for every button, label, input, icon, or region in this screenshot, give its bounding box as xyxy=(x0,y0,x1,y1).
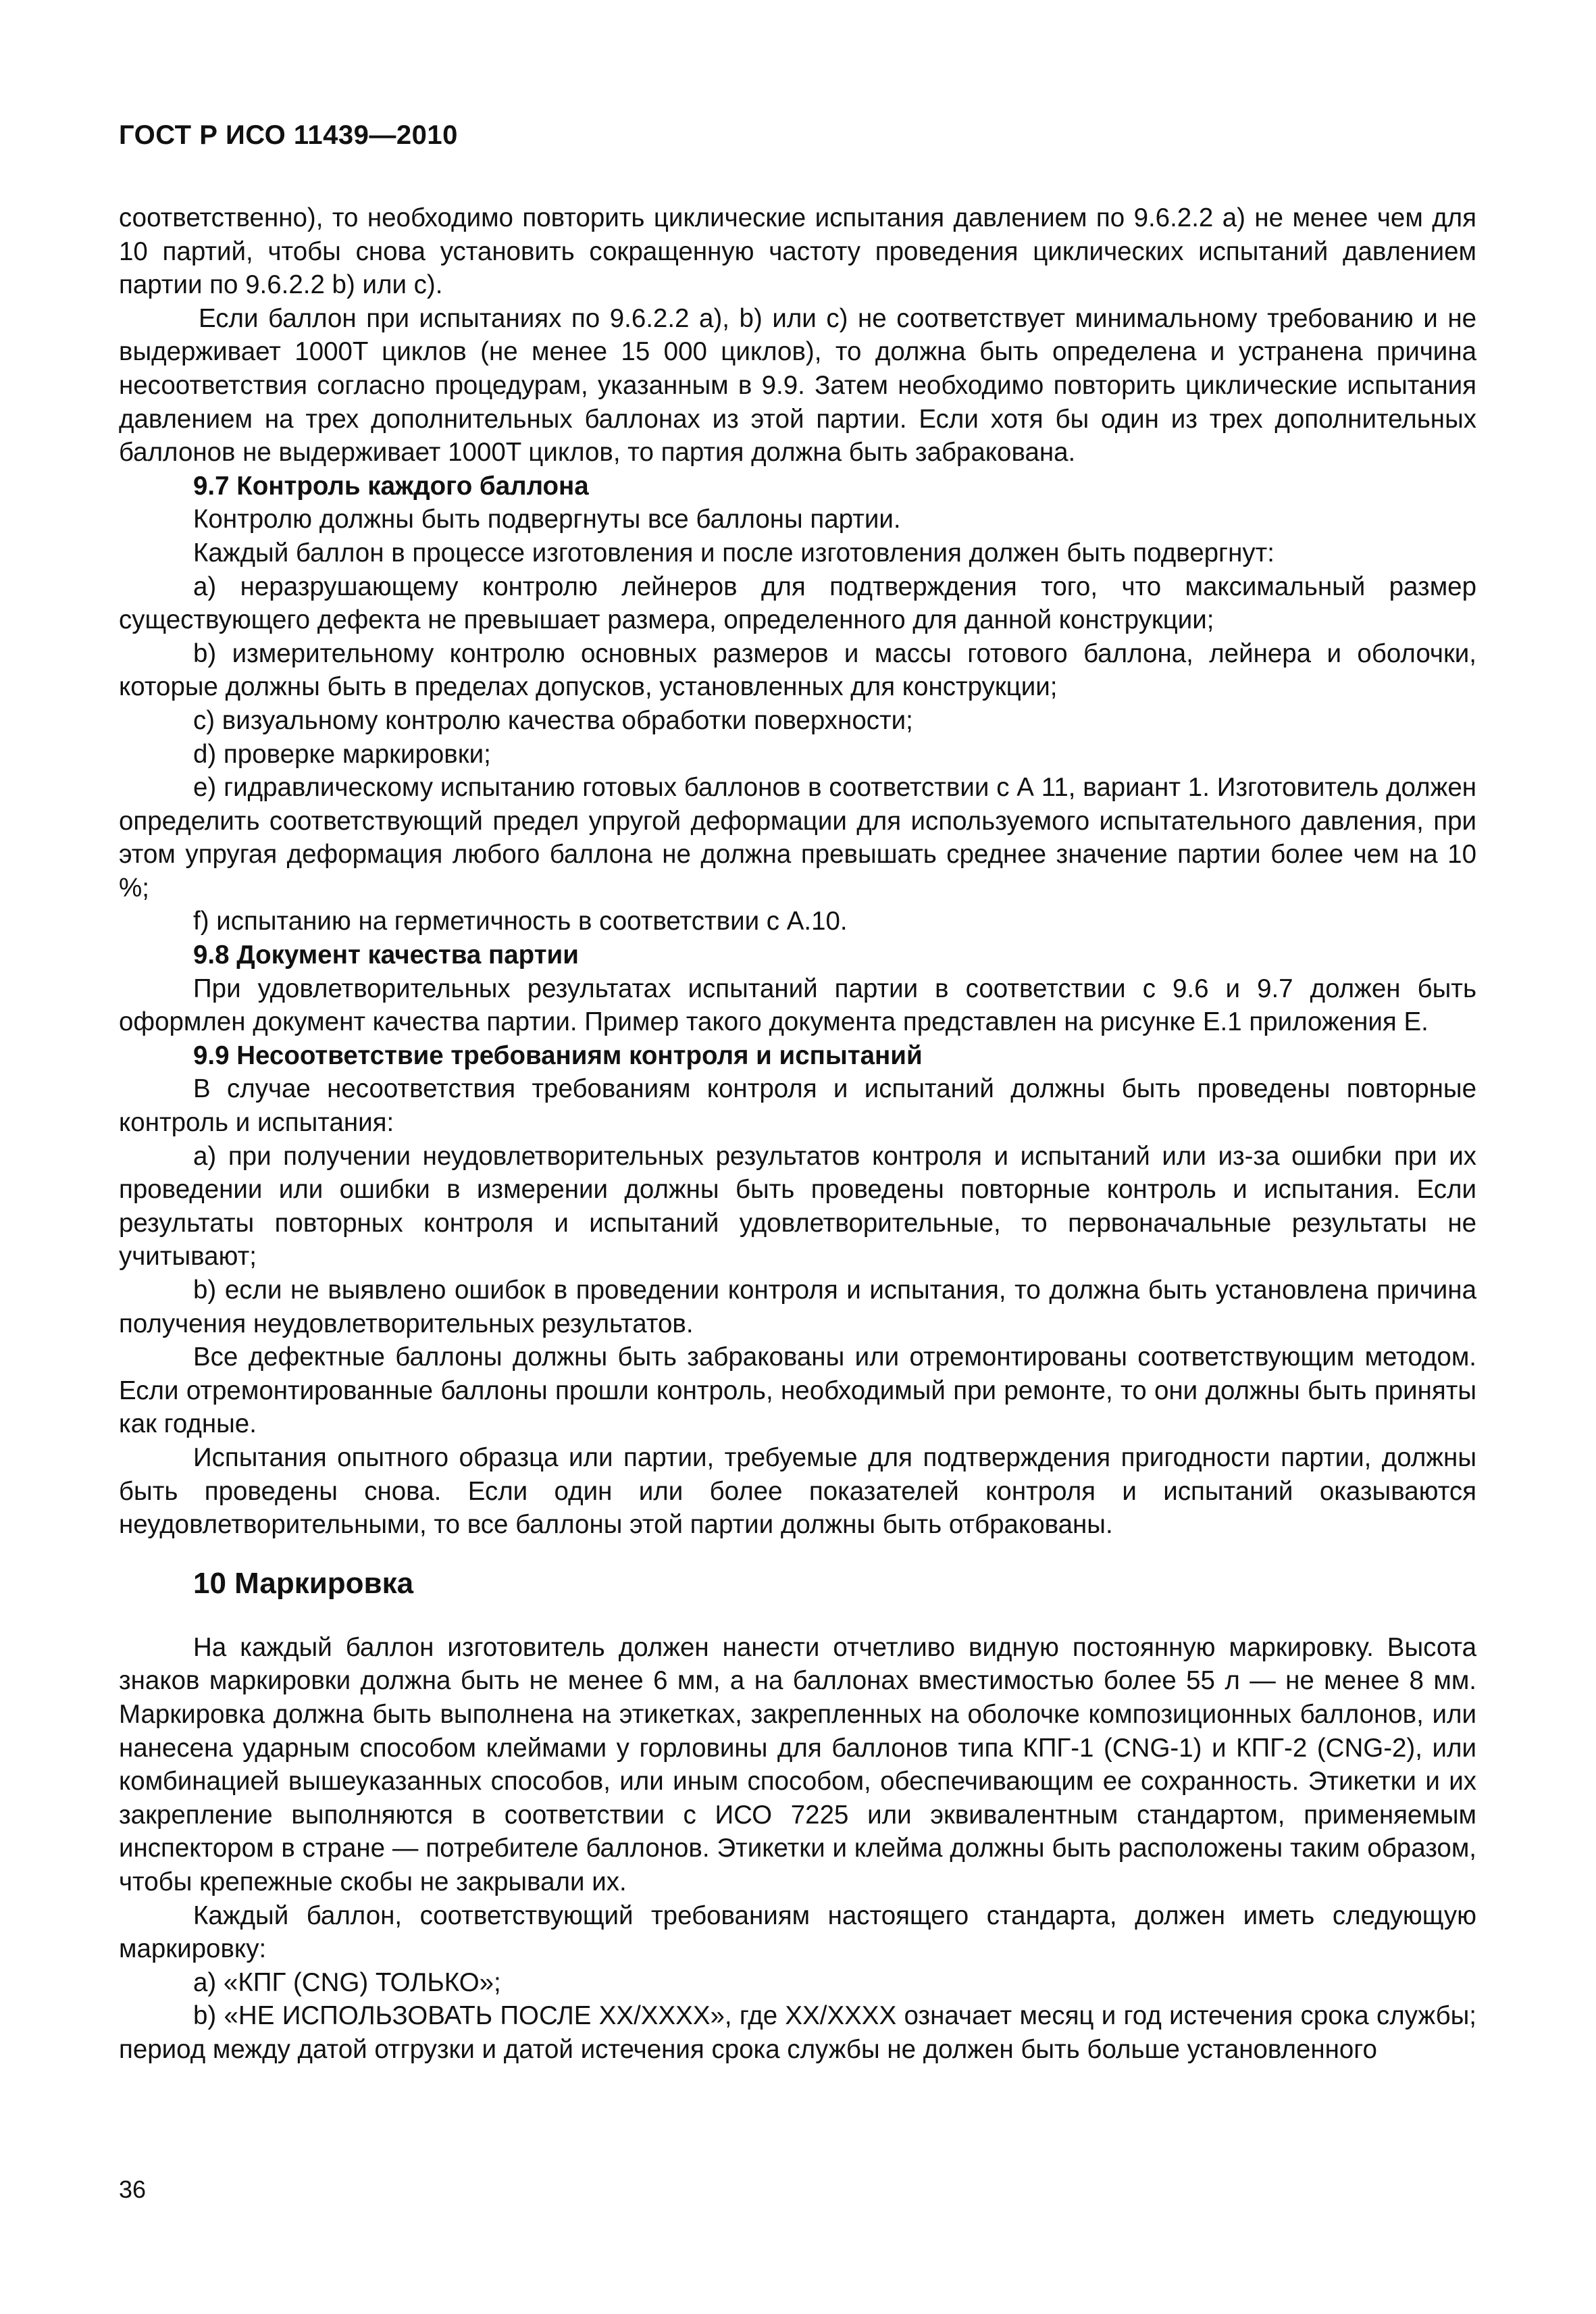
subsection-heading: 9.9 Несоответствие требованиям контроля и испытаний xyxy=(193,1040,923,1070)
paragraph: а) при получении неудовлетворительных результатов контроля и испытаний или из-за ошибки при их проведении или ошибки в измерении должны быть проведены повторные контроль и испытания. Если результаты повторных контроля и испытаний удовлетворительные, то первоначальные результаты не учитывают; xyxy=(119,1141,1476,1272)
paragraph: Если баллон при испытаниях по 9.6.2.2 а), b) или с) не соответствует минимальному требованию и не выдерживает 1000T циклов (не менее 15 000 циклов), то должна быть определена и устранена причина несоответствия согласно процедурам, указанным в 9.9. Затем необходимо повторить циклические испытания давлением на трех дополнительных баллонах из этой партии. Если хотя бы один из трех дополнительных баллонов не выдерживает 1000T циклов, то партия должна быть забракована. xyxy=(119,303,1476,468)
paragraph: b) измерительному контролю основных размеров и массы готового баллона, лейнера и оболочки, которые должны быть в пределах допусков, установленных для конструкции; xyxy=(119,638,1476,702)
paragraph: соответственно), то необходимо повторить циклические испытания давлением по 9.6.2.2 а) не менее чем для 10 партий, чтобы снова установить сокращенную частоту проведения циклических испытаний давлением партии по 9.6.2.2 b) или с). xyxy=(119,203,1476,300)
paragraph: b) если не выявлено ошибок в проведении контроля и испытания, то должна быть установлена причина получения неудовлетворительных результатов. xyxy=(119,1276,1476,1338)
paragraph: Контролю должны быть подвергнуты все баллоны партии. xyxy=(193,505,901,534)
subsection-heading: 9.7 Контроль каждого баллона xyxy=(193,471,589,501)
document-body xyxy=(119,201,1476,2066)
paragraph: Каждый баллон в процессе изготовления и после изготовления должен быть подвергнут: xyxy=(193,538,1275,568)
paragraph: с) визуальному контролю качества обработки поверхности; xyxy=(193,705,913,735)
paragraph: Каждый баллон, соответствующий требованиям настоящего стандарта, должен иметь следующую маркировку: xyxy=(119,1901,1476,1964)
paragraph: е) гидравлическому испытанию готовых баллонов в соответствии с А 11, вариант 1. Изготовитель должен определить соответствующий предел упругой деформации для используемого испытательного давления, при этом упругая деформация любого баллона не должна превышать среднее значение партии более чем на 10 %; xyxy=(119,773,1476,903)
paragraph: На каждый баллон изготовитель должен нанести отчетливо видную постоянную маркировку. Высота знаков маркировки должна быть не менее 6 мм, а на баллонах вместимостью более 55 л — не менее 8 мм. Маркировка должна быть выполнена на этикетках, закрепленных на оболочке композиционных баллонов, или нанесена ударным способом клеймами у горловины для баллонов типа КПГ-1 (CNG-1) и КПГ-2 (CNG-2), или комбинацией вышеуказанных способов, или иным способом, обеспечивающим ее сохранность. Этикетки и их закрепление выполняются в соответствии с ИСО 7225 или эквивалентным стандартом, применяемым инспектором в стране — потребителе баллонов. Этикетки и клейма должны быть расположены таким образом, чтобы крепежные скобы не закрывали их. xyxy=(119,1632,1476,1896)
paragraph: а) неразрушающему контролю лейнеров для подтверждения того, что максимальный размер существующего дефекта не превышает размера, определенного для данной конструкции; xyxy=(119,572,1476,635)
paragraph: а) «КПГ (CNG) ТОЛЬКО»; xyxy=(193,1967,501,1997)
document-header: ГОСТ Р ИСО 11439—2010 xyxy=(119,120,458,150)
paragraph: b) «НЕ ИСПОЛЬЗОВАТЬ ПОСЛЕ XX/XXXX», где XX/XXXX означает месяц и год истечения срока службы; период между датой отгрузки и датой истечения срока службы не должен быть больше установленного xyxy=(119,2001,1476,2064)
page-number: 36 xyxy=(119,2175,147,2203)
paragraph: Все дефектные баллоны должны быть забракованы или отремонтированы соответствующим методом. Если отремонтированные баллоны прошли контроль, необходимый при ремонте, то они должны быть приняты как годные. xyxy=(119,1342,1476,1439)
subsection-heading: 9.8 Документ качества партии xyxy=(193,940,579,970)
paragraph: При удовлетворительных результатах испытаний партии в соответствии с 9.6 и 9.7 должен быть оформлен документ качества партии. Пример такого документа представлен на рисунке Е.1 приложения Е. xyxy=(119,974,1476,1037)
paragraph: Испытания опытного образца или партии, требуемые для подтверждения пригодности партии, должны быть проведены снова. Если один или более показателей контроля и испытаний оказываются неудовлетворительными, то все баллоны этой партии должны быть отбракованы. xyxy=(119,1442,1476,1540)
section-heading: 10 Маркировка xyxy=(193,1566,414,1600)
paragraph: d) проверке маркировки; xyxy=(193,739,491,769)
paragraph: f) испытанию на герметичность в соответствии с А.10. xyxy=(193,907,848,936)
paragraph: В случае несоответствия требованиям контроля и испытаний должны быть проведены повторные контроль и испытания: xyxy=(119,1074,1476,1138)
